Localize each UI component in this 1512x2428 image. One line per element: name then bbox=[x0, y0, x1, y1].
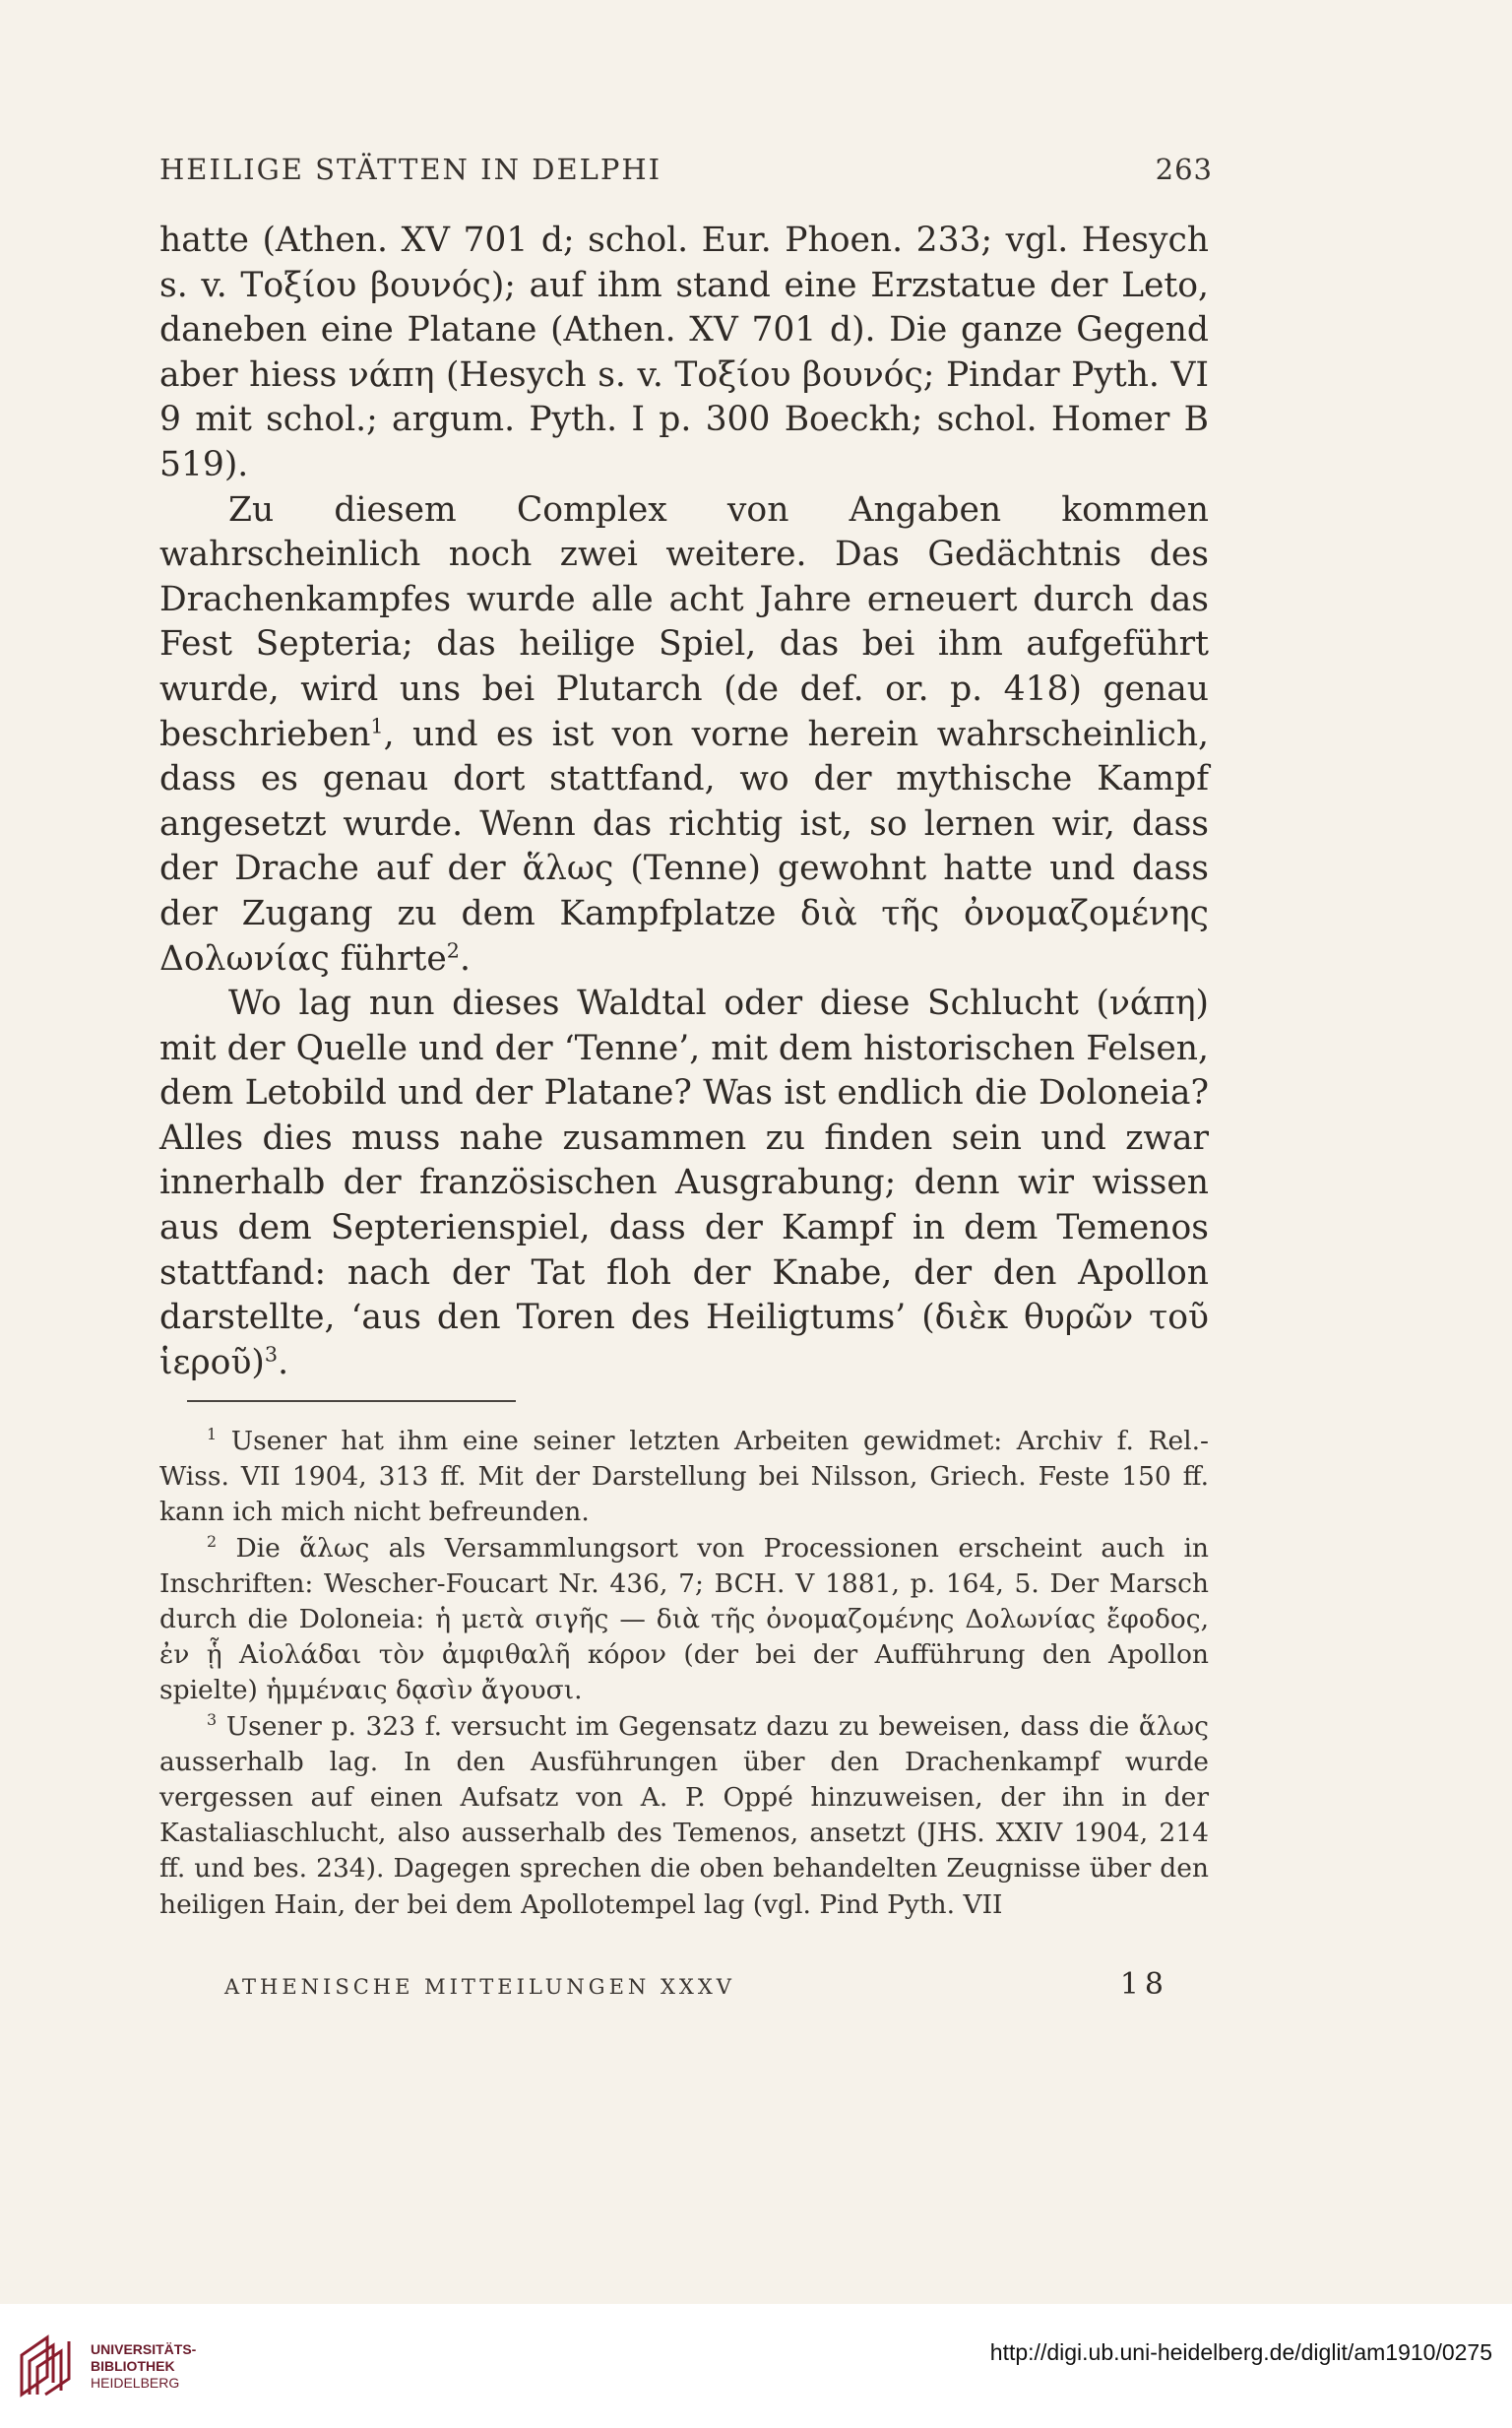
library-logo-icon[interactable] bbox=[18, 2333, 81, 2398]
main-text bbox=[159, 219, 1209, 1385]
library-name: UNIVERSITÄTS- BIBLIOTHEK HEIDELBERG bbox=[91, 2341, 197, 2391]
signature-number: 18 bbox=[1119, 1967, 1169, 2002]
footnote-ref-1[interactable]: 1 bbox=[370, 714, 384, 738]
paragraph-3: Wo lag nun dieses Waldtal oder diese Schlucht (νάπη) mit der Quelle und der ‘Tenne’, mit dem historischen Felsen, dem Letobild und der Platane? Was ist endlich die Doloneia? Alles dies muss nahe zusammen zu finden sein und zwar innerhalb der französischen Ausgrabung; denn wir wissen aus dem Septerienspiel, dass der Kampf in dem Temenos stattfand: nach der Tat floh der Knabe, der den Apollon darstellte, ‘aus den Toren des Heiligtums’ (διὲκ θυρῶν τοῦ ἱεροῦ)$^3$. bbox=[159, 984, 1209, 1382]
permalink-url[interactable]: http://digi.ub.uni-heidelberg.de/diglit/am1910/0275 bbox=[989, 2339, 1492, 2365]
footnote-mark-1: 1 bbox=[207, 1425, 218, 1444]
footnote-mark-3: 3 bbox=[207, 1709, 218, 1729]
footnote-ref-3[interactable]: 3 bbox=[264, 1342, 279, 1367]
printer-signature bbox=[224, 1967, 1209, 2002]
digitization-footer bbox=[0, 2304, 1512, 2428]
paragraph-2: Zu diesem Complex von Angaben kommen wahrscheinlich noch zwei weitere. Das Gedächtnis des Drachenkampfes wurde alle acht Jahre erneuert durch das Fest Septeria; das heilige Spiel, das bei ihm aufgeführt wurde, wird uns bei Plutarch (de def. or. p. 418) genau beschrieben$^1$, und es ist von vorne herein wahrscheinlich, dass es genau dort stattfand, wo der mythische Kampf angesetzt wurde. Wenn das richtig ist, so lernen wir, dass der Drache auf der ἅλως (Tenne) gewohnt hatte und dass der Zugang zu dem Kampfplatze διὰ τῆς ὀνομαζομένης Δολωνίας führte$^2$. bbox=[159, 489, 1209, 979]
signature-text: ATHENISCHE MITTEILUNGEN XXXV bbox=[224, 1975, 735, 1999]
footnote-3: $^3$ Usener p. 323 f. versucht im Gegensatz dazu zu beweisen, dass die ἅλως ausserhalb lag. In den Ausführungen über den Drachenkampf wurde vergessen auf einen Aufsatz von A. P. Oppé hinzuweisen, der ihn in der Kastaliaschlucht, also ausserhalb des Temenos, ansetzt (JHS. XXIV 1904, 214 ff. und bes. 234). Dagegen sprechen die oben behandelten Zeugnisse über den heiligen Hain, der bei dem Apollotempel lag (vgl. Pind Pyth. VII bbox=[159, 1709, 1209, 1920]
footnote-2: $^2$ Die ἅλως als Versammlungsort von Processionen erscheint auch in Inschriften: Wescher-Foucart Nr. 436, 7; BCH. V 1881, p. 164, 5. Der Marsch durch die Doloneia: ἡ μετὰ σιγῆς — διὰ τῆς ὀνομαζομένης Δολωνίας ἔφοδος, ἐν ᾗ Αἰολάδαι τὸν ἀμφιθαλῆ κόρον (der bei der Aufführung den Apollon spielte) ἡμμέναις δᾳσὶν ἄγουσι. bbox=[159, 1531, 1209, 1706]
running-header bbox=[159, 153, 1213, 186]
page-number: 263 bbox=[1155, 153, 1213, 186]
footnotes bbox=[159, 1424, 1209, 1923]
footnote-mark-2: 2 bbox=[207, 1531, 218, 1551]
footnote-divider bbox=[187, 1400, 516, 1402]
paragraph-1: hatte (Athen. XV 701 d; schol. Eur. Phoen. 233; vgl. Hesych s. v. Τοξίου βουνός); auf ihm stand eine Erzstatue der Leto, daneben eine Platane (Athen. XV 701 d). Die ganze Gegend aber hiess νάπη (Hesych s. v. Τοξίου βουνός; Pindar Pyth. VI 9 mit schol.; argum. Pyth. I p. 300 Boeckh; schol. Homer B 519). bbox=[159, 221, 1209, 484]
running-title: HEILIGE STÄTTEN IN DELPHI bbox=[159, 153, 662, 186]
footnote-ref-2[interactable]: 2 bbox=[446, 938, 460, 962]
footnote-1: $^1$ Usener hat ihm eine seiner letzten Arbeiten gewidmet: Archiv f. Rel.-Wiss. VII 1904, 313 ff. Mit der Darstellung bei Nilsson, Griech. Feste 150 ff. kann ich mich nicht befreunden. bbox=[159, 1425, 1209, 1528]
